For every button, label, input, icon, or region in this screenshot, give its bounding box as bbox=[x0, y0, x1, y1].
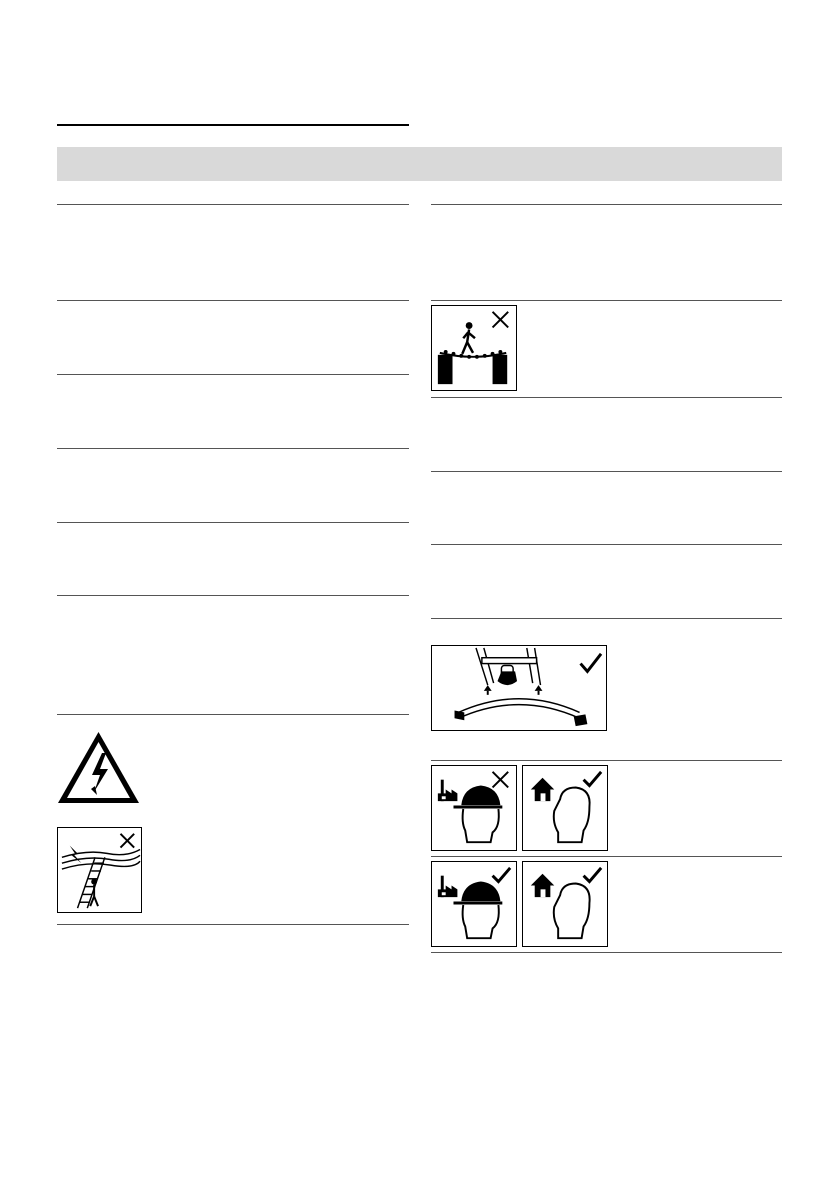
cross-mark-icon bbox=[493, 312, 509, 328]
check-mark-icon bbox=[584, 772, 602, 786]
right-row-divider bbox=[431, 856, 782, 857]
check-mark-icon bbox=[581, 654, 602, 672]
ladder-stabiliser-bar-fitted-icon bbox=[431, 645, 607, 731]
left-row-divider bbox=[57, 448, 409, 449]
left-row-divider bbox=[57, 714, 409, 715]
home-use-icon bbox=[522, 861, 608, 947]
right-row-divider bbox=[431, 760, 782, 761]
title-rule bbox=[57, 124, 409, 126]
left-row-divider bbox=[57, 522, 409, 523]
right-row-divider bbox=[431, 471, 782, 472]
right-row-divider bbox=[431, 300, 782, 301]
left-row-divider bbox=[57, 595, 409, 596]
left-row-divider bbox=[57, 924, 409, 925]
section-header-band bbox=[57, 147, 782, 181]
right-row-divider bbox=[431, 204, 782, 205]
right-row-divider bbox=[431, 397, 782, 398]
home-use-icon bbox=[522, 765, 608, 851]
right-row-divider bbox=[431, 544, 782, 545]
right-row-divider bbox=[431, 618, 782, 619]
trade-use-hard-hat-icon bbox=[431, 765, 517, 851]
right-row-divider bbox=[431, 952, 782, 953]
left-row-divider bbox=[57, 300, 409, 301]
ladder-near-power-lines-prohibited-icon bbox=[57, 827, 142, 913]
check-mark-icon bbox=[493, 868, 511, 882]
ladder-as-bridge-prohibited-icon bbox=[431, 305, 517, 391]
electrical-hazard-warning-icon bbox=[55, 729, 142, 806]
trade-use-hard-hat-icon bbox=[431, 861, 517, 947]
left-row-divider bbox=[57, 204, 409, 205]
left-row-divider bbox=[57, 374, 409, 375]
cross-mark-icon bbox=[493, 772, 509, 788]
check-mark-icon bbox=[584, 868, 602, 882]
cross-mark-icon bbox=[120, 834, 134, 848]
